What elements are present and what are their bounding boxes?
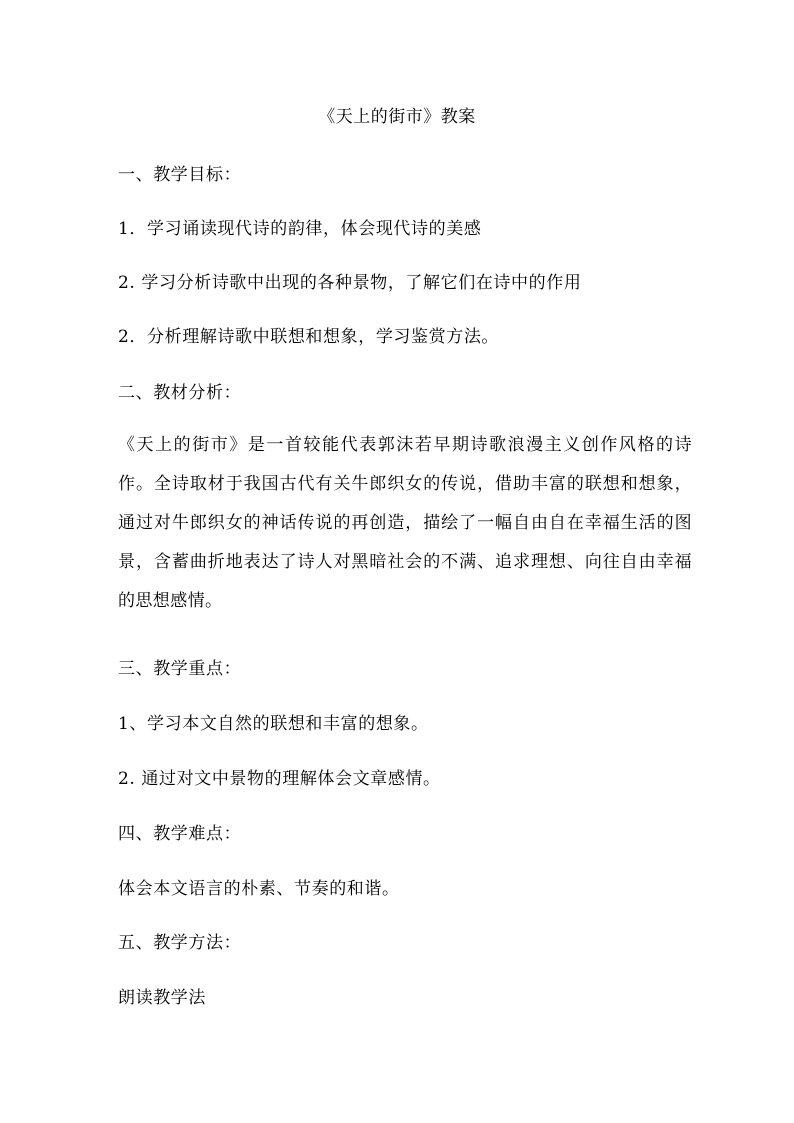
goal-item-3: 2．分析理解诗歌中联想和想象，学习鉴赏方法。 bbox=[118, 327, 500, 347]
goal-item-2: 2. 学习分析诗歌中出现的各种景物，了解它们在诗中的作用 bbox=[118, 273, 582, 293]
document-title: 《天上的街市》教案 bbox=[318, 107, 476, 127]
goal-item-1: 1．学习诵读现代诗的韵律，体会现代诗的美感 bbox=[118, 219, 482, 239]
analysis-paragraph: 《天上的街市》是一首较能代表郭沫若早期诗歌浪漫主义创作风格的诗作。全诗取材于我国古代有关牛郎织女的传说，借助丰富的联想和想象，通过对牛郎织女的神话传说的再创造，描绘了一幅自由自在幸福生活的图景，含蓄曲折地表达了诗人对黑暗社会的不满、追求理想、向往自由幸福的思想感情。 bbox=[118, 435, 692, 611]
section-heading-key-points: 三、教学重点： bbox=[118, 659, 242, 679]
section-heading-difficulty: 四、教学难点： bbox=[118, 824, 242, 844]
difficulty-text: 体会本文语言的朴素、节奏的和谐。 bbox=[118, 879, 400, 899]
key-point-item-1: 1、学习本文自然的联想和丰富的想象。 bbox=[118, 714, 429, 734]
method-text: 朗读教学法 bbox=[118, 988, 206, 1008]
section-heading-objectives: 一、教学目标： bbox=[118, 165, 242, 185]
section-heading-analysis: 二、教材分析： bbox=[118, 383, 242, 403]
section-heading-method: 五、教学方法： bbox=[118, 933, 242, 953]
key-point-item-2: 2. 通过对文中景物的理解体会文章感情。 bbox=[118, 769, 441, 789]
